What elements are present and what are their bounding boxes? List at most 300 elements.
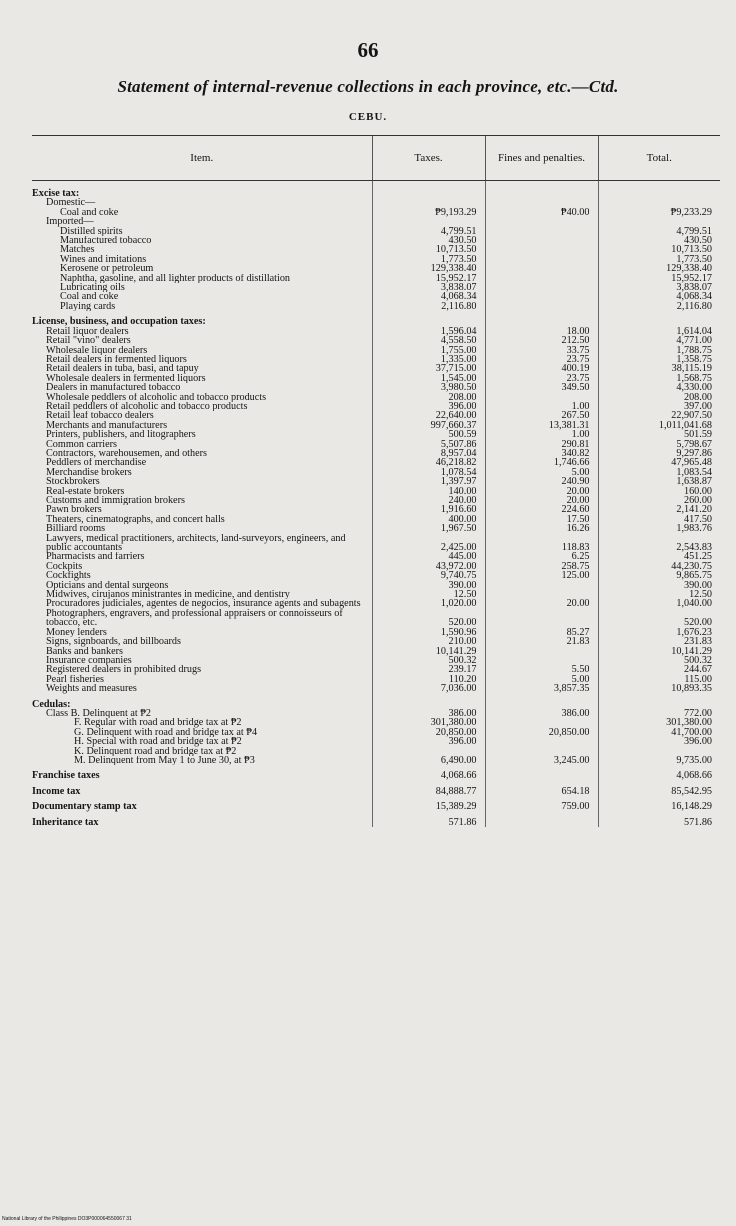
row-total-value: 4,068.66 (598, 765, 720, 780)
row-item-label: License, business, and occupation taxes: (32, 316, 206, 327)
row-item-label: F. Regular with road and bridge tax at ₱2 (74, 718, 242, 728)
row-fines-value (485, 283, 598, 292)
row-taxes-value: 84,888.77 (372, 781, 485, 796)
row-fines-value (485, 236, 598, 245)
table-row (32, 515, 720, 524)
row-item-label: Matches (60, 245, 95, 255)
row-total-value (598, 694, 720, 709)
row-total-value: 1,358.75 (598, 355, 720, 364)
row-fines-value (485, 302, 598, 311)
table-row (32, 227, 720, 236)
table-row (32, 609, 720, 628)
table-row (32, 562, 720, 571)
row-item-label: Distilled spirits (60, 226, 123, 237)
row-fines-value: 340.82 (485, 449, 598, 458)
row-taxes-value (372, 694, 485, 709)
row-total-value: 41,700.00 (598, 728, 720, 737)
table-row (32, 718, 720, 727)
row-taxes-value: 1,916.60 (372, 505, 485, 514)
table-row (32, 236, 720, 245)
row-taxes-value: 1,773.50 (372, 255, 485, 264)
table-row (32, 665, 720, 674)
row-total-value: 4,330.00 (598, 383, 720, 392)
row-item-label: Real-estate brokers (46, 486, 125, 496)
row-fines-value (485, 694, 598, 709)
row-taxes-value (372, 311, 485, 326)
table-row (32, 552, 720, 561)
row-taxes-value: 4,068.34 (372, 292, 485, 301)
table-row (32, 765, 720, 780)
row-item-label: Retail dealers in tuba, basi, and tapuy (46, 364, 199, 374)
row-total-value: 129,338.40 (598, 264, 720, 273)
row-taxes-value: 3,838.07 (372, 283, 485, 292)
row-total-value: 571.86 (598, 812, 720, 827)
row-taxes-value: 390.00 (372, 581, 485, 590)
row-item-label: Coal and coke (60, 207, 119, 218)
row-fines-value (485, 609, 598, 628)
row-fines-value: 3,245.00 (485, 756, 598, 765)
table-row (32, 675, 720, 684)
row-fines-value (485, 656, 598, 665)
row-item-label: Domestic— (46, 198, 96, 208)
row-total-value: 12.50 (598, 590, 720, 599)
row-taxes-value: 301,380.00 (372, 718, 485, 727)
table-row (32, 747, 720, 756)
row-fines-value (485, 581, 598, 590)
row-total-value: 430.50 (598, 236, 720, 245)
row-taxes-value: 997,660.37 (372, 421, 485, 430)
row-total-value: 1,788.75 (598, 346, 720, 355)
table-row (32, 402, 720, 411)
row-fines-value (485, 245, 598, 254)
table-row (32, 364, 720, 373)
row-item-label: Cedulas: (32, 698, 71, 709)
table-row (32, 496, 720, 505)
table-row (32, 581, 720, 590)
row-total-value: 301,380.00 (598, 718, 720, 727)
row-taxes-value: 129,338.40 (372, 264, 485, 273)
table-row (32, 374, 720, 383)
row-item-label: Retail dealers in fermented liquors (46, 354, 187, 365)
row-fines-value: 386.00 (485, 709, 598, 718)
table-row (32, 449, 720, 458)
row-fines-value (485, 181, 598, 199)
row-fines-value: 21.83 (485, 637, 598, 646)
collections-table (32, 135, 720, 827)
row-item-label: Pharmacists and farriers (46, 552, 145, 562)
row-total-value: 16,148.29 (598, 796, 720, 811)
row-total-value: 397.00 (598, 402, 720, 411)
table-row (32, 709, 720, 718)
row-taxes-value (372, 217, 485, 226)
row-taxes-value: 1,596.04 (372, 327, 485, 336)
row-total-value (598, 198, 720, 207)
row-fines-value (485, 217, 598, 226)
table-row (32, 181, 720, 199)
table-row (32, 302, 720, 311)
row-fines-value: 118.83 (485, 534, 598, 553)
table-row (32, 468, 720, 477)
row-fines-value: 5.00 (485, 468, 598, 477)
row-item-label: Imported— (46, 217, 94, 227)
row-total-value: 15,952.17 (598, 274, 720, 283)
table-row (32, 728, 720, 737)
row-taxes-value: 571.86 (372, 812, 485, 827)
row-item-label: Retail peddlers of alcoholic and tobacco products (46, 401, 248, 412)
table-row (32, 571, 720, 580)
row-item-label: Insurance companies (46, 655, 132, 666)
row-taxes-value: 520.00 (372, 609, 485, 628)
row-taxes-value: 4,799.51 (372, 227, 485, 236)
row-taxes-value: 4,558.50 (372, 336, 485, 345)
row-item-label: Inheritance tax (32, 816, 99, 827)
row-fines-value: 224.60 (485, 505, 598, 514)
province-heading: CEBU. (348, 111, 388, 123)
row-item-label: M. Delinquent from May 1 to June 30, at ₱3 (74, 755, 255, 766)
table-row (32, 283, 720, 292)
row-fines-value: 85.27 (485, 628, 598, 637)
table-row (32, 756, 720, 765)
row-item-label: Pearl fisheries (46, 674, 104, 685)
table-row (32, 812, 720, 827)
row-item-label: Weights and measures (46, 684, 137, 694)
row-fines-value (485, 393, 598, 402)
row-fines-value: 240.90 (485, 477, 598, 486)
column-header-taxes: Taxes. (372, 136, 485, 181)
row-item-label: Excise tax: (32, 188, 80, 199)
row-total-value (598, 311, 720, 326)
row-item-label: Income tax (32, 785, 81, 797)
row-item-label: Merchants and manufacturers (46, 420, 168, 431)
row-taxes-value (372, 747, 485, 756)
row-total-value: 115.00 (598, 675, 720, 684)
row-taxes-value: 396.00 (372, 402, 485, 411)
row-taxes-value: 400.00 (372, 515, 485, 524)
table-row (32, 684, 720, 693)
row-total-value: 9,735.00 (598, 756, 720, 765)
library-footer-mark: National Library of the Philippines DO3P000064550067 31 (2, 1216, 132, 1222)
row-fines-value: 20.00 (485, 599, 598, 608)
row-fines-value: 23.75 (485, 374, 598, 383)
row-fines-value: 18.00 (485, 327, 598, 336)
row-total-value: 1,040.00 (598, 599, 720, 608)
row-item-label: Class B. Delinquent at ₱2 (46, 708, 151, 719)
row-fines-value (485, 311, 598, 326)
table-row (32, 292, 720, 301)
row-fines-value: 5.50 (485, 665, 598, 674)
row-fines-value: 6.25 (485, 552, 598, 561)
row-item-label: K. Delinquent road and bridge tax at ₱2 (74, 746, 237, 756)
row-taxes-value: 15,389.29 (372, 796, 485, 811)
row-total-value: 10,893.35 (598, 684, 720, 693)
row-item-label: Common carriers (46, 439, 118, 449)
row-taxes-value: 8,957.04 (372, 449, 485, 458)
table-row (32, 524, 720, 533)
row-total-value: ₱9,233.29 (598, 208, 720, 217)
row-item-label: Banks and bankers (46, 646, 123, 656)
row-item-label: Merchandise brokers (46, 467, 132, 478)
row-taxes-value: 240.00 (372, 496, 485, 505)
row-taxes-value: 46,218.82 (372, 458, 485, 467)
row-taxes-value: 1,590.96 (372, 628, 485, 637)
row-total-value (598, 747, 720, 756)
page-number: 66 (357, 38, 379, 62)
row-fines-value: 400.19 (485, 364, 598, 373)
table-row (32, 327, 720, 336)
row-taxes-value: 20,850.00 (372, 728, 485, 737)
row-item-label: Photographers, engravers, and professional appraisers or connoisseurs of tobacco, etc. (46, 608, 343, 628)
row-total-value: 1,773.50 (598, 255, 720, 264)
row-fines-value (485, 590, 598, 599)
row-total-value: 2,543.83 (598, 534, 720, 553)
row-item-label: Coal and coke (60, 292, 119, 302)
table-row (32, 477, 720, 486)
row-fines-value: 1,746.66 (485, 458, 598, 467)
row-item-label: Playing cards (60, 301, 116, 312)
row-item-label: Theaters, cinematographs, and concert halls (46, 514, 225, 525)
row-total-value: 500.32 (598, 656, 720, 665)
row-fines-value: 267.50 (485, 411, 598, 420)
row-total-value: 1,676.23 (598, 628, 720, 637)
column-header-total: Total. (598, 136, 720, 181)
row-fines-value: 20.00 (485, 496, 598, 505)
row-total-value: 10,141.29 (598, 647, 720, 656)
row-total-value: 2,141.20 (598, 505, 720, 514)
row-fines-value (485, 292, 598, 301)
row-total-value: 85,542.95 (598, 781, 720, 796)
row-fines-value (485, 227, 598, 236)
row-total-value: 44,230.75 (598, 562, 720, 571)
row-item-label: Documentary stamp tax (32, 801, 137, 812)
row-item-label: Contractors, warehousemen, and others (46, 448, 207, 459)
row-item-label: Retail "vino" dealers (46, 336, 131, 346)
row-total-value: 260.00 (598, 496, 720, 505)
row-taxes-value: 22,640.00 (372, 411, 485, 420)
row-total-value: 1,638.87 (598, 477, 720, 486)
row-fines-value: 20,850.00 (485, 728, 598, 737)
table-row (32, 274, 720, 283)
table-row (32, 505, 720, 514)
row-fines-value: 20.00 (485, 487, 598, 496)
row-item-label: Billiard rooms (46, 524, 106, 534)
row-taxes-value: 430.50 (372, 236, 485, 245)
row-taxes-value: 396.00 (372, 737, 485, 746)
table-row (32, 245, 720, 254)
row-total-value: 417.50 (598, 515, 720, 524)
row-taxes-value: 1,755.00 (372, 346, 485, 355)
row-item-label: Kerosene or petroleum (60, 264, 154, 274)
row-taxes-value: 386.00 (372, 709, 485, 718)
row-total-value: 501.59 (598, 430, 720, 439)
row-fines-value: 290.81 (485, 440, 598, 449)
table-row (32, 383, 720, 392)
row-fines-value (485, 274, 598, 283)
row-taxes-value: 15,952.17 (372, 274, 485, 283)
row-item-label: Pawn brokers (46, 505, 102, 515)
row-taxes-value: 2,425.00 (372, 534, 485, 553)
row-total-value: 5,798.67 (598, 440, 720, 449)
row-fines-value: 23.75 (485, 355, 598, 364)
row-fines-value: 759.00 (485, 796, 598, 811)
table-row (32, 411, 720, 420)
row-total-value: 4,799.51 (598, 227, 720, 236)
table-row (32, 458, 720, 467)
row-fines-value: ₱40.00 (485, 208, 598, 217)
row-item-label: Wines and imitations (60, 254, 147, 265)
table-row (32, 534, 720, 553)
row-fines-value: 13,381.31 (485, 421, 598, 430)
row-taxes-value: 210.00 (372, 637, 485, 646)
row-fines-value: 33.75 (485, 346, 598, 355)
row-item-label: Money lenders (46, 627, 107, 638)
row-taxes-value: 1,078.54 (372, 468, 485, 477)
table-row (32, 440, 720, 449)
row-taxes-value: 1,020.00 (372, 599, 485, 608)
row-item-label: Wholesale dealers in fermented liquors (46, 373, 206, 384)
row-item-label: Procuradores judiciales, agentes de negocios, insurance agents and subagents (46, 599, 361, 609)
row-taxes-value (372, 181, 485, 199)
row-taxes-value: 9,740.75 (372, 571, 485, 580)
row-total-value: 38,115.19 (598, 364, 720, 373)
row-taxes-value: 500.59 (372, 430, 485, 439)
table-row (32, 781, 720, 796)
row-total-value (598, 217, 720, 226)
row-taxes-value: 43,972.00 (372, 562, 485, 571)
row-fines-value: 258.75 (485, 562, 598, 571)
row-item-label: H. Special with road and bridge tax at ₱2 (74, 737, 242, 747)
column-header-item: Item. (32, 136, 372, 181)
row-item-label: Lawyers, medical practitioners, architects, land-surveyors, engineers, and public accountants (46, 533, 346, 553)
row-taxes-value: 500.32 (372, 656, 485, 665)
row-item-label: Dealers in manufactured tobacco (46, 383, 181, 393)
row-fines-value: 125.00 (485, 571, 598, 580)
row-total-value: 208.00 (598, 393, 720, 402)
row-taxes-value: 6,490.00 (372, 756, 485, 765)
row-taxes-value: 4,068.66 (372, 765, 485, 780)
row-total-value: 390.00 (598, 581, 720, 590)
row-total-value: 1,083.54 (598, 468, 720, 477)
table-body (32, 181, 720, 828)
row-total-value: 396.00 (598, 737, 720, 746)
table-row (32, 264, 720, 273)
row-total-value: 9,297.86 (598, 449, 720, 458)
row-total-value: 772.00 (598, 709, 720, 718)
row-total-value: 9,865.75 (598, 571, 720, 580)
row-fines-value (485, 812, 598, 827)
table-row (32, 421, 720, 430)
table-row (32, 599, 720, 608)
table-row (32, 208, 720, 217)
row-taxes-value: 7,036.00 (372, 684, 485, 693)
row-taxes-value: 1,545.00 (372, 374, 485, 383)
row-total-value: 1,983.76 (598, 524, 720, 533)
row-taxes-value: 239.17 (372, 665, 485, 674)
table-row (32, 656, 720, 665)
row-total-value (598, 181, 720, 199)
table-row (32, 737, 720, 746)
row-item-label: Signs, signboards, and billboards (46, 637, 181, 647)
row-taxes-value: 208.00 (372, 393, 485, 402)
row-taxes-value: 10,713.50 (372, 245, 485, 254)
row-total-value: 520.00 (598, 609, 720, 628)
row-item-label: Registered dealers in prohibited drugs (46, 665, 202, 675)
table-row (32, 487, 720, 496)
row-total-value: 47,965.48 (598, 458, 720, 467)
row-item-label: Franchise taxes (32, 770, 100, 781)
table-row (32, 647, 720, 656)
table-row (32, 628, 720, 637)
row-total-value: 3,838.07 (598, 283, 720, 292)
row-taxes-value: 1,967.50 (372, 524, 485, 533)
row-total-value: 1,011,041.68 (598, 421, 720, 430)
row-taxes-value (372, 198, 485, 207)
row-fines-value (485, 198, 598, 207)
table-row (32, 796, 720, 811)
row-total-value: 4,771.00 (598, 336, 720, 345)
row-fines-value: 1.00 (485, 402, 598, 411)
table-row (32, 694, 720, 709)
row-taxes-value: 3,980.50 (372, 383, 485, 392)
row-item-label: Cockfights (46, 571, 91, 581)
row-taxes-value: 2,116.80 (372, 302, 485, 311)
row-item-label: Lubricating oils (60, 283, 125, 293)
row-fines-value: 1.00 (485, 430, 598, 439)
row-item-label: Midwives, cirujanos ministrantes in medicine, and dentistry (46, 590, 290, 600)
row-taxes-value: 37,715.00 (372, 364, 485, 373)
table-row (32, 336, 720, 345)
row-total-value: 2,116.80 (598, 302, 720, 311)
row-fines-value (485, 765, 598, 780)
row-fines-value: 16.26 (485, 524, 598, 533)
row-item-label: Naphtha, gasoline, and all lighter products of distillation (60, 273, 291, 284)
row-fines-value: 5.00 (485, 675, 598, 684)
row-item-label: Customs and immigration brokers (46, 496, 185, 506)
table-row (32, 255, 720, 264)
row-taxes-value: 12.50 (372, 590, 485, 599)
row-total-value: 1,614.04 (598, 327, 720, 336)
row-taxes-value: 445.00 (372, 552, 485, 561)
row-fines-value: 3,857.35 (485, 684, 598, 693)
row-total-value: 10,713.50 (598, 245, 720, 254)
row-total-value: 231.83 (598, 637, 720, 646)
table-header-row (32, 136, 720, 181)
row-item-label: Opticians and dental surgeons (46, 580, 169, 591)
column-header-fines: Fines and penalties. (485, 136, 598, 181)
row-fines-value: 654.18 (485, 781, 598, 796)
row-item-label: Peddlers of merchandise (46, 458, 147, 468)
row-item-label: Wholesale liquor dealers (46, 345, 148, 355)
table-row (32, 430, 720, 439)
row-total-value: 22,907.50 (598, 411, 720, 420)
row-fines-value: 349.50 (485, 383, 598, 392)
table-row (32, 311, 720, 326)
row-item-label: Printers, publishers, and litographers (46, 430, 196, 440)
row-item-label: Wholesale peddlers of alcoholic and tobacco products (46, 392, 267, 402)
row-item-label: Retail liquor dealers (46, 326, 129, 337)
row-total-value: 244.67 (598, 665, 720, 674)
row-fines-value (485, 747, 598, 756)
row-fines-value (485, 737, 598, 746)
row-item-label: Stockbrokers (46, 477, 100, 487)
table-row (32, 355, 720, 364)
row-taxes-value: ₱9,193.29 (372, 208, 485, 217)
table-row (32, 217, 720, 226)
table-row (32, 346, 720, 355)
row-taxes-value: 140.00 (372, 487, 485, 496)
row-taxes-value: 110.20 (372, 675, 485, 684)
table-row (32, 590, 720, 599)
row-item-label: Retail leaf tobacco dealers (46, 411, 154, 421)
